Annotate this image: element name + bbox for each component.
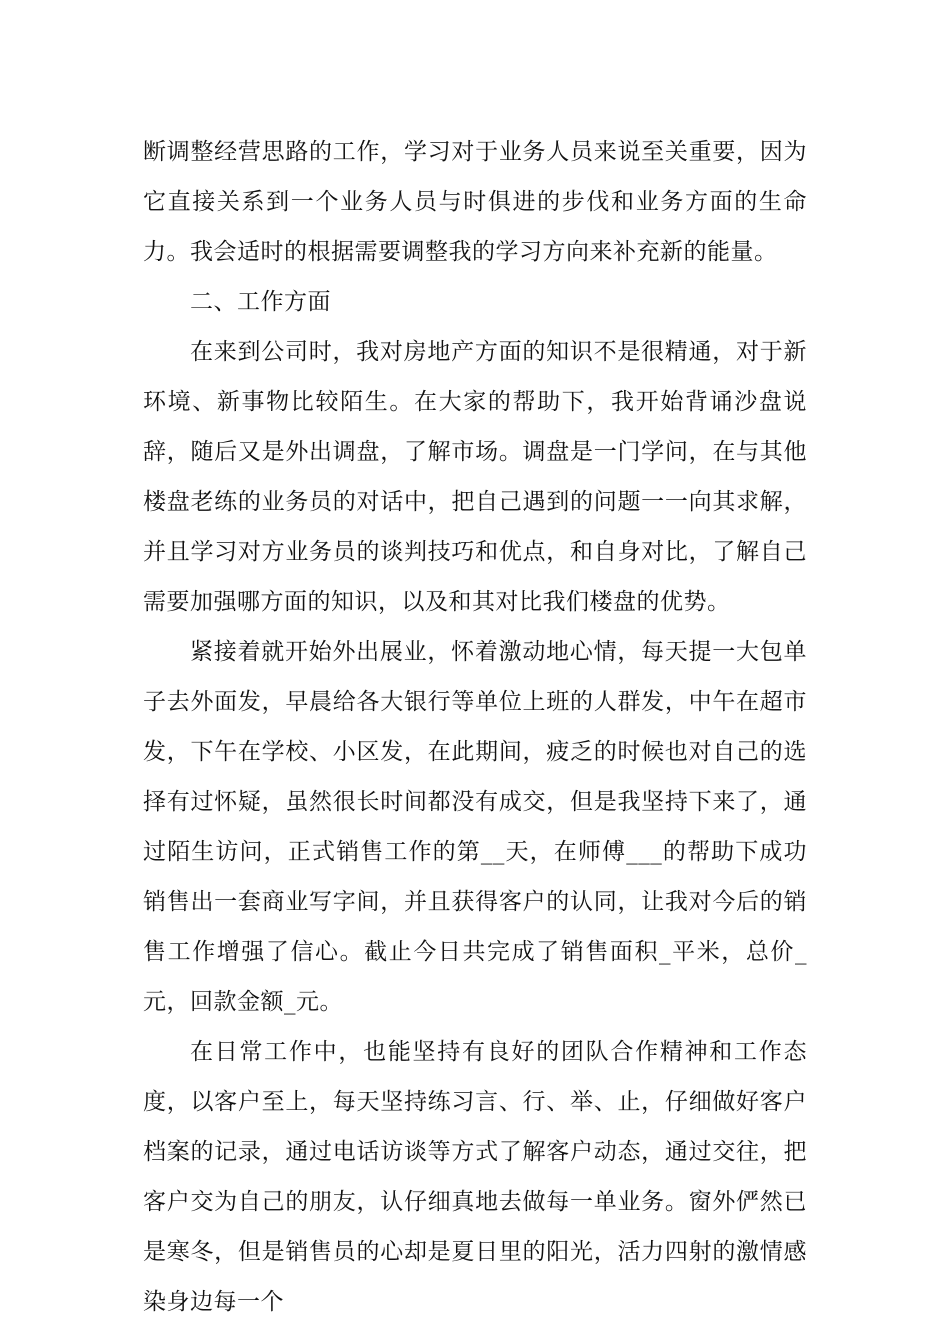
paragraph-daily-work: 在日常工作中，也能坚持有良好的团队合作精神和工作态度，以客户至上，每天坚持练习言、行、举、止，仔细做好客户档案的记录，通过电话访谈等方式了解客户动态，通过交往，把客户交为自己的朋友，认仔细真地去做每一单业务。窗外俨然已是寒冬，但是销售员的心却是夏日里的阳光，活力四射的激情感染身边每一个 bbox=[143, 1039, 807, 1315]
section-heading-work: 二、工作方面 bbox=[190, 289, 331, 315]
paragraph-arrival: 在来到公司时，我对房地产方面的知识不是很精通，对于新环境、新事物比较陌生。在大家的帮助下，我开始背诵沙盘说辞，随后又是外出调盘，了解市场。调盘是一门学问，在与其他楼盘老练的业务员的对话中，把自己遇到的问题一一向其求解，并且学习对方业务员的谈判技巧和优点，和自身对比，了解自己需要加强哪方面的知识，以及和其对比我们楼盘的优势。 bbox=[143, 339, 807, 615]
paragraph-continued: 断调整经营思路的工作，学习对于业务人员来说至关重要，因为它直接关系到一个业务人员与时俱进的步伐和业务方面的生命力。我会适时的根据需要调整我的学习方向来补充新的能量。 bbox=[143, 139, 807, 265]
paragraph-field-sales: 紧接着就开始外出展业，怀着激动地心情，每天提一大包单子去外面发，早晨给各大银行等单位上班的人群发，中午在超市发，下午在学校、小区发，在此期间，疲乏的时候也对自己的选择有过怀疑，虽然很长时间都没有成交，但是我坚持下来了，通过陌生访问，正式销售工作的第__天，在师傅___的帮助下成功销售出一套商业写字间，并且获得客户的认同，让我对今后的销售工作增强了信心。截止今日共完成了销售面积_平米，总价_元，回款金额_元。 bbox=[143, 639, 807, 1015]
document-body bbox=[143, 127, 807, 1327]
